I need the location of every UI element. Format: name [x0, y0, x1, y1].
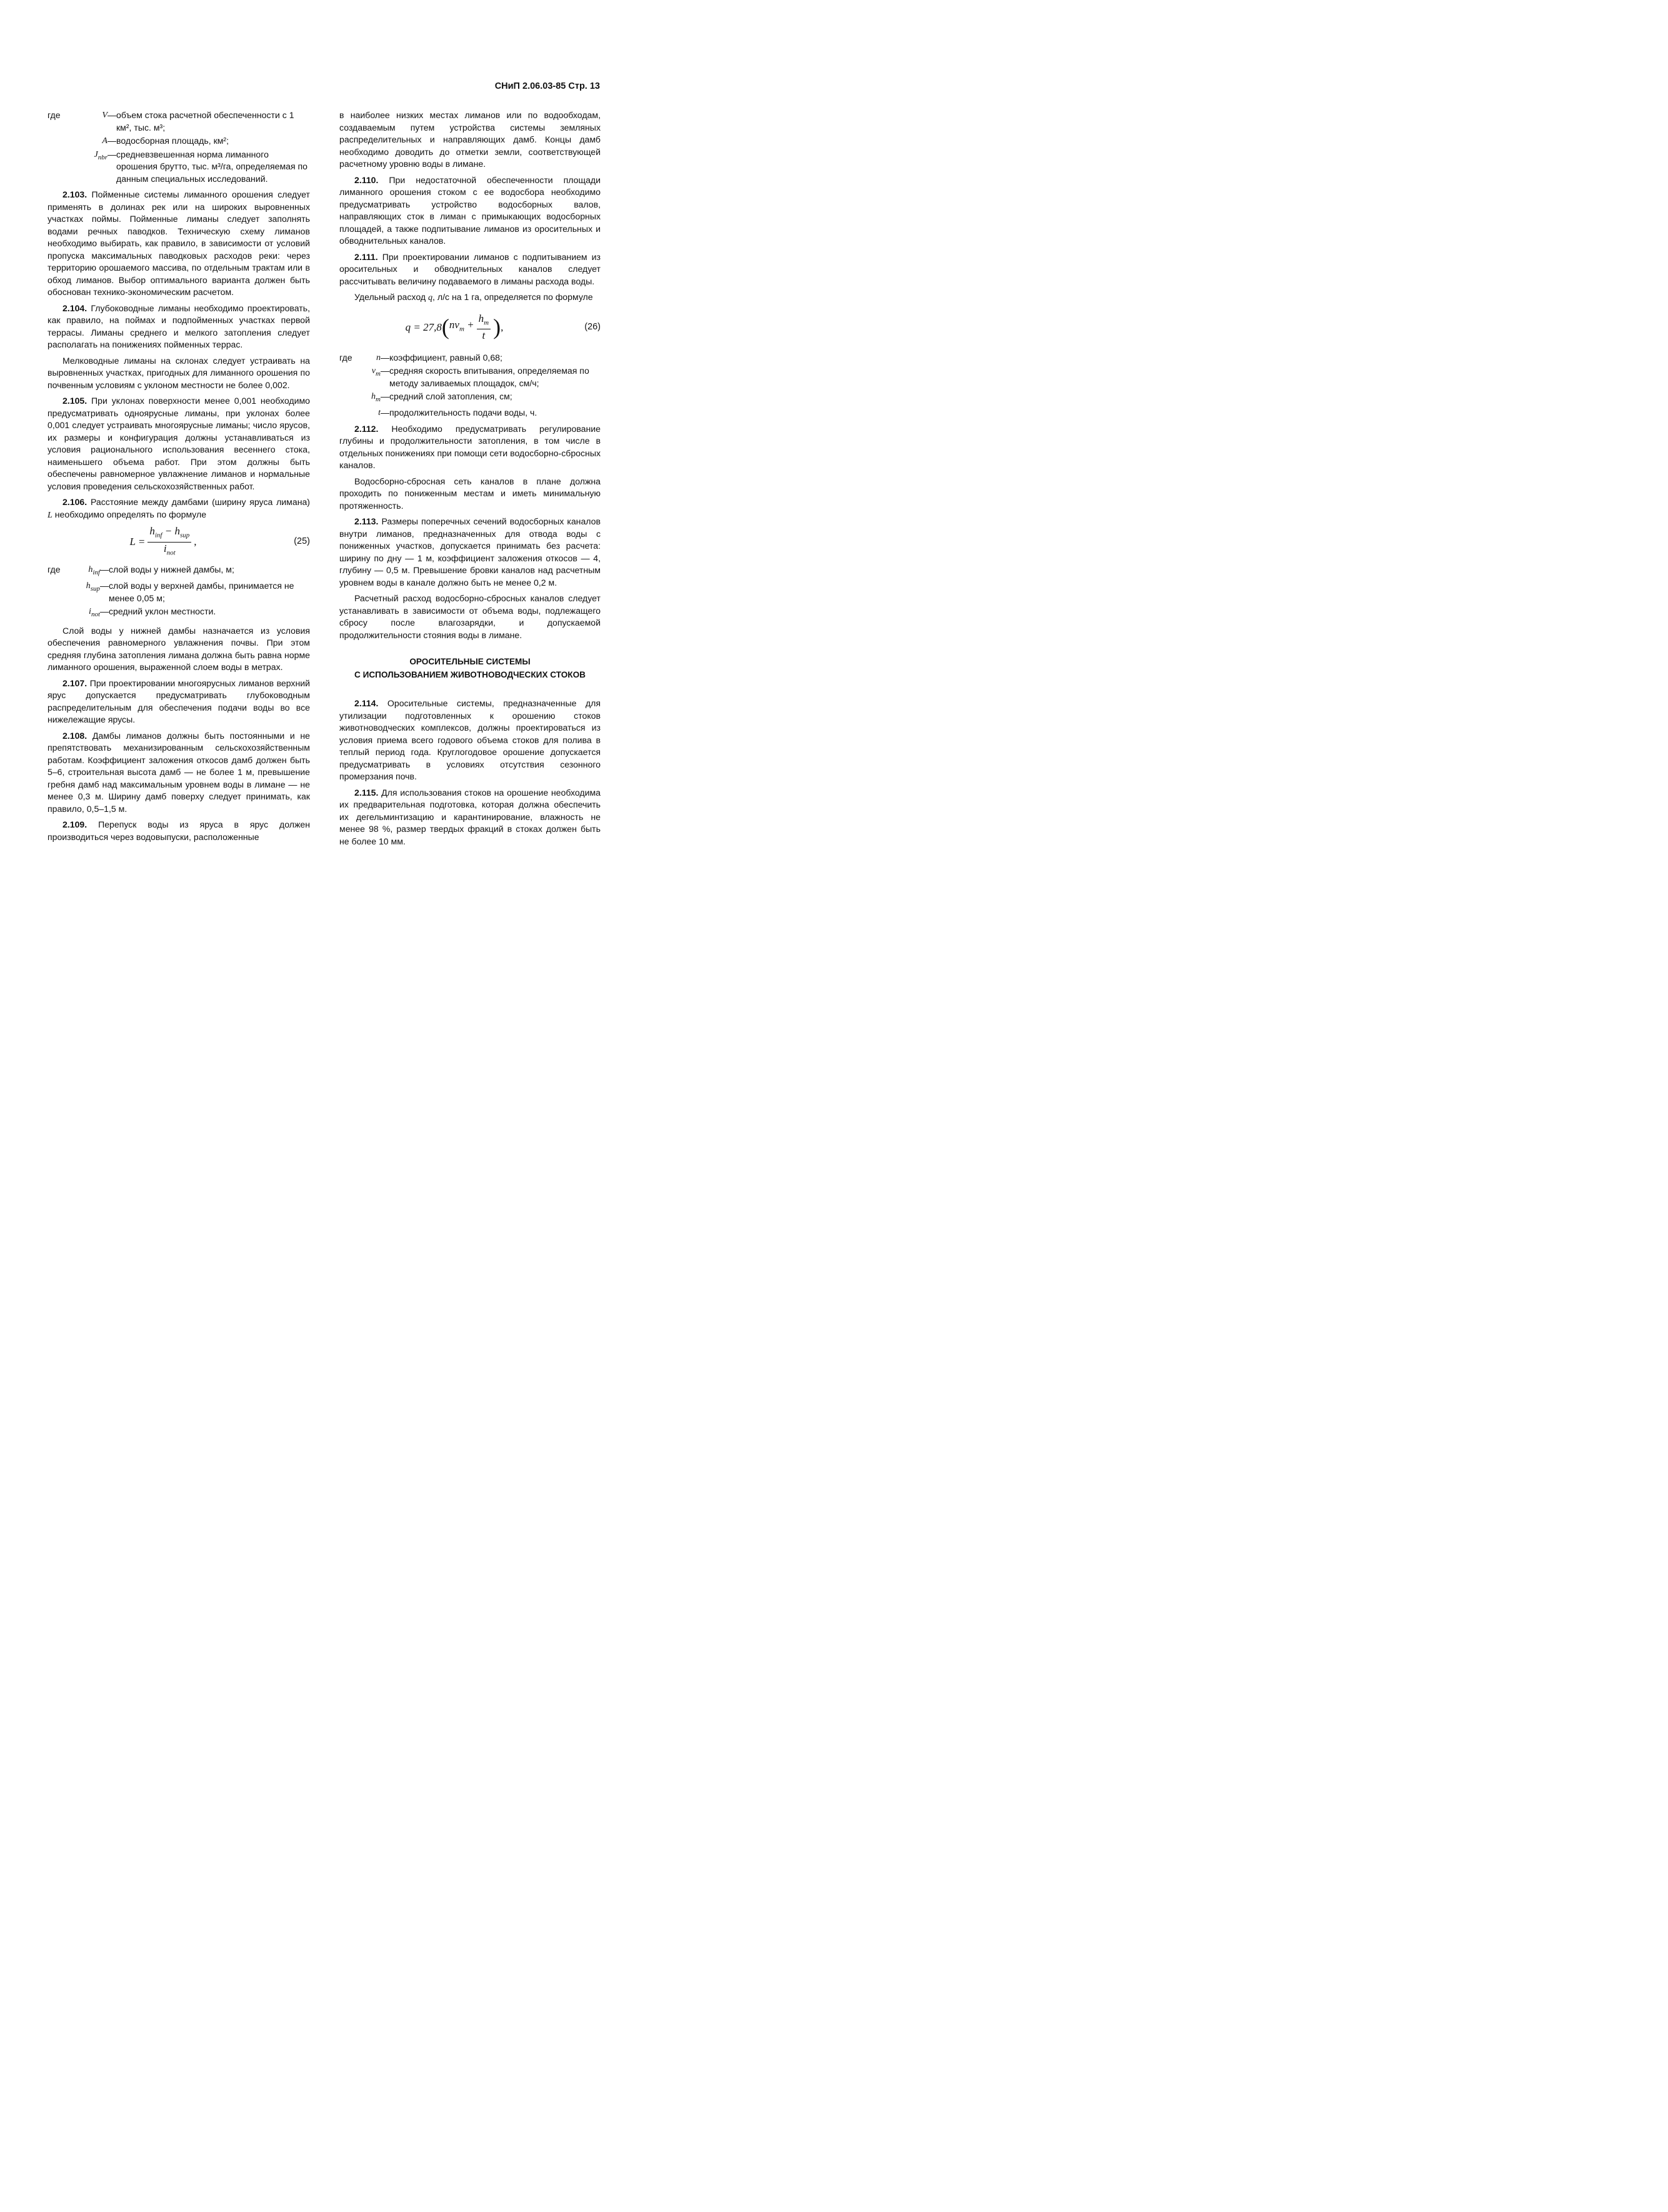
dash: — — [107, 149, 117, 159]
clause-number: 2.111. — [354, 251, 378, 262]
left-paren: ( — [441, 314, 449, 340]
equation-number: (26) — [584, 321, 601, 332]
definition: средневзвешенная норма лиманного орошения брутто, тыс. м³/га, определяемая по данным специальных исследований. — [116, 149, 308, 184]
clause-text: Перепуск воды из яруса в ярус должен производиться через водовыпуски, расположенные — [47, 819, 311, 842]
clause-text: Для использования стоков на орошение необходима их предварительная подготовка, которая должна обеспечить их дегельминтизацию и карантинирование, влажность не менее 98 %, размер твердых фракций в стоках должен быть не более 10 мм. — [339, 787, 601, 846]
left-column — [47, 109, 310, 847]
clause-number: 2.113. — [354, 516, 379, 527]
clause-text: Необходимо предусматривать регулирование глубины и продолжительности затопления, в том числе в отдельных понижениях при помощи сети водосборно-сбросных каналов. — [339, 423, 601, 471]
clause-text: необходимо определять по формуле — [54, 509, 207, 519]
clause-number: 2.109. — [62, 819, 87, 830]
dash: — — [100, 581, 109, 591]
where-item — [339, 407, 601, 419]
symbol: t — [378, 408, 381, 418]
clause-text: При недостаточной обеспеченности площади лиманного орошения стоком с ее водосбора необходимо предусматривать устройство водосборных валов, направляющих сток в лиман с примыкающих водосборных площадей, а также подпитывание лиманов из оросительных и обводнительных каналов. — [339, 174, 601, 246]
clause-number: 2.115. — [354, 787, 379, 798]
paragraph-2-105 — [47, 395, 310, 493]
paragraph-2-104-cont: Мелководные лиманы на склонах следует устраивать на выровненных участках, пригодных для лиманного орошения по почвенным условиям с уклоном местности не более 0,002. — [47, 355, 310, 390]
dash: — — [100, 564, 109, 574]
clause-text: Размеры поперечных сечений водосборных каналов внутри лиманов, предназначенных для отвода воды с пониженных участков, допускается принимать без расчета: ширину по дну — 1 м, коэффициент заложения откосов — 4, глубину — 0,5 м. Превышение бровки каналов над расчетным уровнем воды в канале должно быть не менее 0,2 м. — [339, 516, 601, 588]
definition: продолжительность подачи воды, ч. — [389, 408, 537, 418]
symbol: $h_{sup}$ — [86, 581, 100, 593]
equation-number: (25) — [294, 536, 310, 547]
formula-term: $nv_m$ + — [449, 319, 474, 333]
dash: — — [100, 606, 109, 617]
clause-number: 2.106. — [62, 497, 87, 507]
symbol: L — [47, 509, 52, 520]
dash: — — [381, 366, 390, 376]
dash: — — [381, 391, 390, 401]
formula-tail: , — [501, 321, 504, 333]
clause-text: Удельный расход — [354, 292, 426, 302]
clause-number: 2.105. — [62, 396, 87, 406]
paragraph-2-106-cont: Слой воды у нижней дамбы назначается из условия обеспечения равномерного увлажнения почвы. При этом средняя глубина затопления лимана должна быть равна норме лиманного орошения, выраженной слоем воды в метрах. — [47, 625, 310, 673]
where-item — [339, 352, 601, 364]
symbol: $h_m$ — [371, 391, 381, 403]
clause-text: Расстояние между дамбами (ширину яруса лимана) — [90, 497, 311, 507]
clause-text: При проектировании лиманов с подпитыванием из оросительных и обводнительных каналов следует рассчитывать величину подаваемого в лиманы расхода воды. — [339, 251, 601, 286]
formula-body — [47, 525, 279, 559]
paragraph-2-103 — [47, 189, 310, 299]
paragraph-2-109-cont: в наиболее низких местах лиманов или по водообходам, создаваемым путем устройства системы земляных распределительных и направляющих дамб. Концы дамб необходимо доводить до отметки земли, соответствующей расчетному уровню воды в лимане. — [339, 110, 601, 169]
formula-tail: , — [194, 536, 197, 548]
clause-number: 2.110. — [354, 174, 379, 185]
symbol: V — [102, 110, 107, 120]
clause-number: 2.112. — [354, 423, 379, 434]
paragraph-2-111-cont — [339, 291, 601, 304]
clause-number: 2.114. — [354, 698, 379, 709]
symbol: A — [102, 136, 107, 146]
where-label: где — [339, 352, 352, 363]
definition: водосборная площадь, км²; — [116, 136, 229, 146]
formula-lhs: q = 27,8 — [405, 321, 442, 333]
paragraph-2-104 — [47, 303, 310, 351]
formula-25 — [47, 526, 310, 558]
dash: — — [107, 136, 117, 146]
where-label: где — [47, 110, 61, 120]
where-item — [339, 391, 601, 406]
definition: средний уклон местности. — [109, 606, 216, 617]
definition: слой воды у верхней дамбы, принимается не менее 0,05 м; — [109, 581, 294, 603]
section-heading — [339, 655, 601, 681]
clause-number: 2.107. — [62, 678, 87, 688]
paragraph-2-106 — [47, 496, 310, 521]
clause-text: Глубоководные лиманы необходимо проектировать, как правило, на поймах и подпойменных участках первой террасы. Лиманы среднего и мелкого затопления следует располагать на понижениях пойменных террас. — [47, 303, 310, 349]
where-item — [47, 580, 310, 604]
definition: средний слой затопления, см; — [389, 391, 512, 401]
symbol: $v_m$ — [371, 366, 381, 378]
clause-text: , л/с на 1 га, определяется по формуле — [432, 292, 593, 302]
symbol: $J_{nbr}$ — [94, 149, 107, 161]
definition: средняя скорость впитывания, определяемая по методу заливаемых площадок, см/ч; — [389, 366, 589, 388]
fraction-numerator: $h_m$ — [477, 313, 491, 329]
formula-body — [339, 313, 569, 342]
where-item — [47, 149, 310, 186]
where-item — [47, 564, 310, 579]
symbol: n — [376, 352, 381, 363]
clause-text: Дамбы лиманов должны быть постоянными и не препятствовать механизированным сельскохозяйственным работам. Коэффициент заложения откосов дамб должен быть 5–6, строительная высота дамб — не более 1 м, превышение гребня дамб над максимальным уровнем воды в лимане — не менее 0,3 м. Ширину дамб поверху следует принимать, как правило, 0,5–1,5 м. — [47, 730, 311, 814]
dash: — — [107, 110, 117, 120]
paragraph-2-114 — [339, 698, 601, 783]
right-column — [339, 109, 601, 851]
paragraph-2-113-cont: Расчетный расход водосборно-сбросных каналов следует устанавливать в зависимости от объема воды, подлежащего сбросу после влагозарядки, и допускаемой продолжительности стояния воды в лимане. — [339, 593, 601, 640]
fraction — [147, 525, 191, 559]
formula-26 — [339, 309, 601, 346]
symbol: $i_{not}$ — [89, 606, 100, 619]
section-heading-line: ОРОСИТЕЛЬНЫЕ СИСТЕМЫ — [409, 657, 531, 667]
clause-text: Оросительные системы, предназначенные для утилизации подготовленных к орошению стоков животноводческих комплексов, должны проектироваться из условия приема всего годового объема стоков для полива в теплый период года. Круглогодовое орошение допускается предусматривать в условиях отсутствия сезонного промерзания почв. — [339, 698, 601, 782]
dash: — — [381, 408, 390, 418]
right-paren: ) — [493, 314, 501, 340]
definition: слой воды у нижней дамбы, м; — [109, 564, 234, 574]
clause-number: 2.104. — [62, 303, 87, 313]
symbol: $h_{inf}$ — [88, 564, 100, 576]
clause-text: При уклонах поверхности менее 0,001 необходимо предусматривать одноярусные лиманы, при уклонах более 0,001 следует устраивать многоярусные лиманы; число ярусов, их размеры и конфигурация должны устанавливаться из условия рационального использования весеннего стока, наименьшего объема работ. При этом должны быть обеспечены равномерное увлажнение лиманов и нормальные условия проведения сельскохозяйственных работ. — [47, 396, 311, 491]
paragraph-2-113 — [339, 516, 601, 589]
fraction-numerator: $h_{inf} - h_{sup}$ — [147, 525, 191, 542]
definition: объем стока расчетной обеспеченности с 1 км², тыс. м³; — [116, 110, 294, 133]
clause-number: 2.103. — [62, 189, 87, 199]
dash: — — [381, 352, 390, 363]
paragraph-2-108 — [47, 730, 310, 816]
where-item — [339, 365, 601, 389]
where-item — [47, 135, 310, 148]
fraction-denominator: $i_{not}$ — [163, 542, 176, 556]
paragraph-2-111 — [339, 251, 601, 288]
paragraph-2-109 — [47, 819, 310, 843]
paragraph-2-115 — [339, 787, 601, 848]
symbol: q — [428, 293, 433, 303]
section-heading-line: С ИСПОЛЬЗОВАНИЕМ ЖИВОТНОВОДЧЕСКИХ СТОКОВ — [354, 670, 586, 680]
fraction — [477, 313, 491, 342]
page-header: СНиП 2.06.03-85 Стр. 13 — [494, 81, 600, 91]
paragraph-2-110 — [339, 174, 601, 248]
formula-lhs: L = — [129, 536, 146, 548]
where-label: где — [47, 564, 61, 574]
paragraph-2-112 — [339, 423, 601, 472]
paragraph-2-112-cont: Водосборно-сбросная сеть каналов в плане должна проходить по пониженным местам и иметь минимальную протяженность. — [339, 476, 601, 511]
where-item — [47, 109, 310, 134]
where-item — [47, 606, 310, 621]
fraction-denominator: t — [482, 329, 486, 342]
clause-number: 2.108. — [62, 730, 87, 741]
paragraph-2-107 — [47, 678, 310, 726]
clause-text: При проектировании многоярусных лиманов верхний ярус допускается предусматривать глубоководным распределительным для обеспечения подачи воды во все нижележащие ярусы. — [47, 678, 310, 725]
definition: коэффициент, равный 0,68; — [389, 352, 502, 363]
clause-text: Пойменные системы лиманного орошения следует применять в долинах рек или на широких выровненных участках поймы. Пойменные лиманы следует заполнять водами речных паводков. Техническую схему лиманов необходимо выбирать, как правило, в зависимости от условий пропуска максимальных паводковых расходов реки: через территорию орошаемого массива, по отдельным трактам или в обход лиманов. Выбор оптимального варианта должен быть обоснован технико-экономическим расчетом. — [47, 189, 310, 297]
